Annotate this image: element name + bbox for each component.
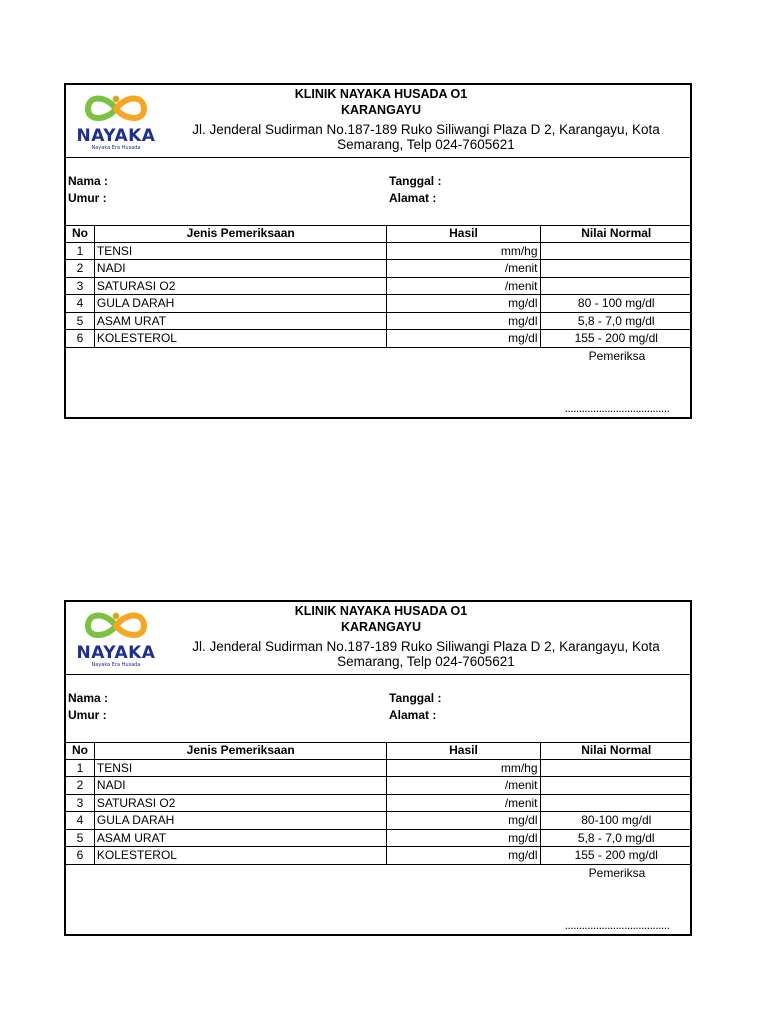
row-hasil[interactable]: /menit (387, 794, 540, 812)
row-jenis: KOLESTEROL (94, 847, 387, 865)
clinic-name: KLINIK NAYAKA HUSADA O1 (294, 87, 468, 101)
table-row (66, 330, 692, 348)
logo-tagline: Nayaka Era Husada (91, 145, 141, 151)
row-nilai: 80-100 mg/dl (540, 812, 692, 830)
row-nilai: 80 - 100 mg/dl (540, 295, 692, 313)
row-nilai: 155 - 200 mg/dl (540, 330, 692, 348)
clinic-address-line1: Jl. Jenderal Sudirman No.187-189 Ruko Siliwangi Plaza D 2, Karangayu, Kota (192, 122, 660, 137)
table-row (66, 794, 692, 812)
header-no: No (66, 225, 94, 242)
clinic-logo (76, 608, 156, 668)
row-no: 4 (66, 812, 94, 830)
row-jenis: TENSI (94, 242, 387, 260)
clinic-address-line2: Semarang, Telp 024-7605621 (337, 137, 515, 152)
field-tanggal[interactable]: Tanggal : (389, 691, 442, 705)
row-no: 4 (66, 295, 94, 313)
row-hasil[interactable]: mg/dl (387, 312, 540, 330)
exam-table (66, 742, 692, 865)
table-row (66, 812, 692, 830)
table-row (66, 759, 692, 777)
table-row (66, 277, 692, 295)
row-hasil[interactable]: mg/dl (387, 812, 540, 830)
field-umur[interactable]: Umur : (68, 191, 107, 205)
header-hasil: Hasil (387, 225, 540, 242)
clinic-area: KARANGAYU (340, 103, 422, 117)
logo-name: NAYAKA (76, 643, 156, 663)
row-nilai: 5,8 - 7,0 mg/dl (540, 829, 692, 847)
row-nilai (540, 777, 692, 795)
header-nilai: Nilai Normal (540, 225, 692, 242)
row-jenis: NADI (94, 777, 387, 795)
row-jenis: NADI (94, 260, 387, 278)
table-row (66, 260, 692, 278)
table-row (66, 295, 692, 313)
row-nilai (540, 759, 692, 777)
row-nilai: 5,8 - 7,0 mg/dl (540, 312, 692, 330)
row-nilai (540, 260, 692, 278)
row-jenis: GULA DARAH (94, 295, 387, 313)
table-row (66, 242, 692, 260)
header-jenis: Jenis Pemeriksaan (94, 225, 387, 242)
row-no: 5 (66, 312, 94, 330)
table-row (66, 829, 692, 847)
row-hasil[interactable]: /menit (387, 777, 540, 795)
table-row (66, 312, 692, 330)
infinity-logo-icon (76, 608, 156, 644)
field-nama[interactable]: Nama : (68, 174, 109, 188)
row-jenis: ASAM URAT (94, 312, 387, 330)
clinic-address-line2: Semarang, Telp 024-7605621 (337, 654, 515, 669)
signature-line[interactable]: ..................................... (564, 918, 670, 932)
table-row (66, 847, 692, 865)
row-hasil[interactable]: mg/dl (387, 829, 540, 847)
logo-tagline: Nayaka Era Husada (91, 662, 141, 668)
row-no: 2 (66, 260, 94, 278)
clinic-logo (76, 91, 156, 151)
row-no: 2 (66, 777, 94, 795)
row-hasil[interactable]: /menit (387, 260, 540, 278)
row-jenis: KOLESTEROL (94, 330, 387, 348)
card-header (66, 602, 690, 675)
patient-info (66, 157, 690, 226)
logo-name: NAYAKA (76, 126, 156, 146)
row-no: 1 (66, 242, 94, 260)
signature-line[interactable]: ..................................... (564, 401, 670, 415)
card-header (66, 85, 690, 158)
row-hasil[interactable]: /menit (387, 277, 540, 295)
clinic-address-line1: Jl. Jenderal Sudirman No.187-189 Ruko Siliwangi Plaza D 2, Karangayu, Kota (192, 639, 660, 654)
table-header-row (66, 225, 692, 242)
table-header-row (66, 742, 692, 759)
field-alamat[interactable]: Alamat : (389, 191, 437, 205)
table-row (66, 777, 692, 795)
exam-table (66, 225, 692, 348)
patient-info (66, 674, 690, 743)
row-nilai (540, 277, 692, 295)
header-hasil: Hasil (387, 742, 540, 759)
field-tanggal[interactable]: Tanggal : (389, 174, 442, 188)
clinic-name: KLINIK NAYAKA HUSADA O1 (294, 604, 468, 618)
row-hasil[interactable]: mm/hg (387, 759, 540, 777)
pemeriksa-label: Pemeriksa (588, 866, 646, 880)
field-umur[interactable]: Umur : (68, 708, 107, 722)
field-alamat[interactable]: Alamat : (389, 708, 437, 722)
header-nilai: Nilai Normal (540, 742, 692, 759)
row-jenis: SATURASI O2 (94, 277, 387, 295)
pemeriksa-label: Pemeriksa (588, 349, 646, 363)
row-jenis: GULA DARAH (94, 812, 387, 830)
infinity-logo-icon (76, 91, 156, 127)
row-hasil[interactable]: mg/dl (387, 295, 540, 313)
exam-card-2 (64, 600, 692, 936)
row-no: 5 (66, 829, 94, 847)
row-nilai (540, 794, 692, 812)
row-jenis: ASAM URAT (94, 829, 387, 847)
row-nilai (540, 242, 692, 260)
header-jenis: Jenis Pemeriksaan (94, 742, 387, 759)
row-no: 6 (66, 847, 94, 865)
row-no: 3 (66, 277, 94, 295)
row-no: 6 (66, 330, 94, 348)
exam-card-1 (64, 83, 692, 419)
row-no: 1 (66, 759, 94, 777)
row-jenis: TENSI (94, 759, 387, 777)
field-nama[interactable]: Nama : (68, 691, 109, 705)
clinic-area: KARANGAYU (340, 620, 422, 634)
row-hasil[interactable]: mg/dl (387, 330, 540, 348)
header-no: No (66, 742, 94, 759)
row-hasil[interactable]: mg/dl (387, 847, 540, 865)
row-no: 3 (66, 794, 94, 812)
row-nilai: 155 - 200 mg/dl (540, 847, 692, 865)
row-hasil[interactable]: mm/hg (387, 242, 540, 260)
row-jenis: SATURASI O2 (94, 794, 387, 812)
